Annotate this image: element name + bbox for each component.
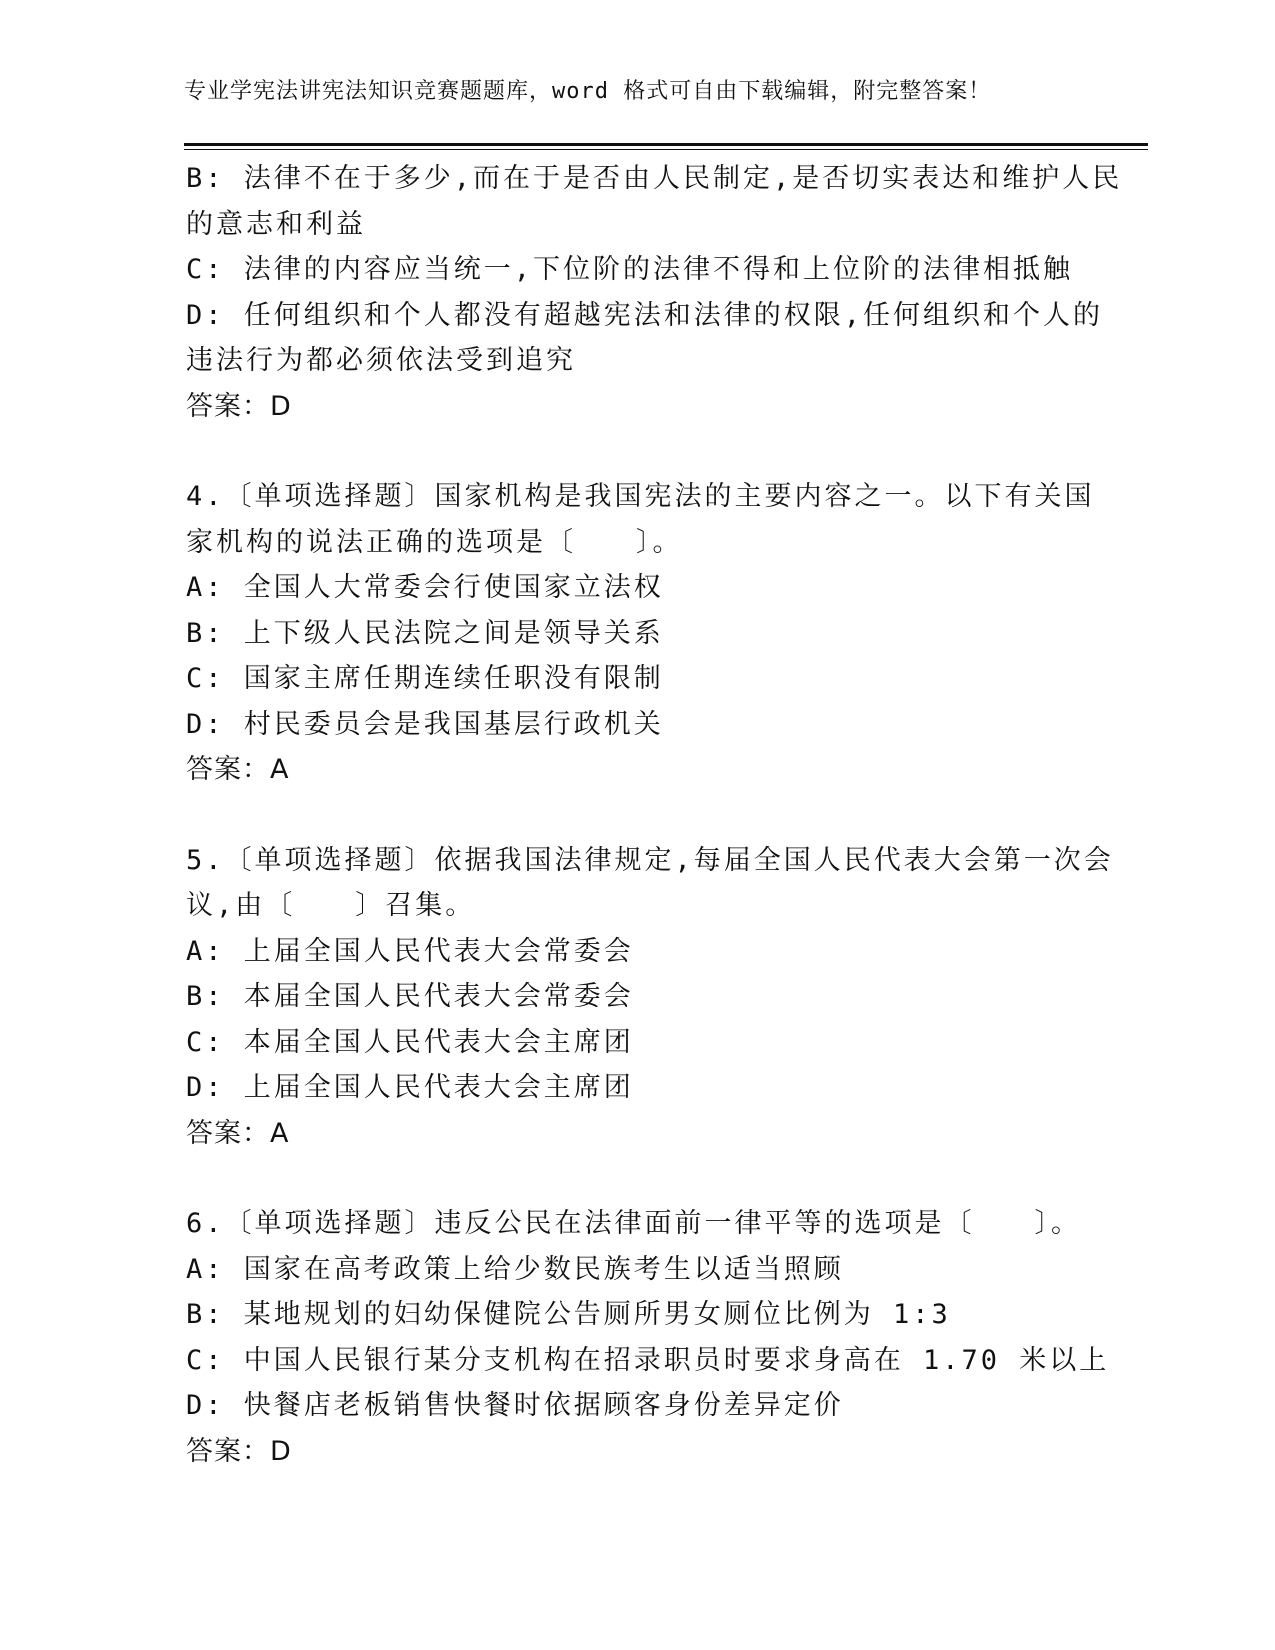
spacer [186, 1156, 1086, 1201]
option-a: A: 上届全国人民代表大会常委会 [186, 935, 634, 967]
question-stem-line-2: 议,由〔 〕召集。 [186, 890, 476, 921]
header-rule-thick [184, 143, 1148, 146]
question-5 [186, 838, 1114, 1157]
option-b: B: 本届全国人民代表大会常委会 [186, 981, 634, 1012]
option-c: C: 国家主席任期连续任职没有限制 [186, 663, 664, 694]
question-4 [186, 474, 1095, 793]
answer: 答案：A [186, 754, 290, 785]
page-header-title: 专业学宪法讲宪法知识竞赛题题库，word 格式可自由下载编辑，附完整答案！ [184, 79, 992, 104]
answer: 答案：D [186, 1435, 292, 1467]
option-c: C: 中国人民银行某分支机构在招录职员时要求身高在 1.70 米以上 [186, 1344, 1110, 1376]
question-6 [186, 1201, 1110, 1474]
option-d: D: 快餐店老板销售快餐时依据顾客身份差异定价 [186, 1390, 844, 1421]
option-c: C: 法律的内容应当统一,下位阶的法律不得和上位阶的法律相抵触 [186, 254, 1074, 285]
question-3-tail [186, 156, 1123, 429]
option-b: B: 某地规划的妇幼保健院公告厕所男女厕位比例为 1:3 [186, 1299, 951, 1330]
option-d: D: 村民委员会是我国基层行政机关 [186, 708, 664, 740]
option-b-line-2: 的意志和利益 [186, 208, 366, 240]
question-stem-line-1: 6.〔单项选择题〕违反公民在法律面前一律平等的选项是〔 〕。 [186, 1208, 1082, 1239]
question-stem-line-1: 4.〔单项选择题〕国家机构是我国宪法的主要内容之一。以下有关国 [186, 481, 1095, 512]
option-d-line-2: 违法行为都必须依法受到追究 [186, 345, 576, 376]
option-b-line-1: B: 法律不在于多少,而在于是否由人民制定,是否切实表达和维护人民 [186, 163, 1123, 194]
header-rule-thin [184, 149, 1148, 150]
option-a: A: 国家在高考政策上给少数民族考生以适当照顾 [186, 1253, 844, 1285]
answer: 答案：A [186, 1117, 290, 1149]
option-a: A: 全国人大常委会行使国家立法权 [186, 572, 664, 603]
question-stem-line-2: 家机构的说法正确的选项是〔 〕。 [186, 526, 683, 558]
option-b: B: 上下级人民法院之间是领导关系 [186, 617, 664, 649]
answer: 答案：D [186, 390, 292, 422]
question-stem-line-1: 5.〔单项选择题〕依据我国法律规定,每届全国人民代表大会第一次会 [186, 844, 1114, 876]
option-d-line-1: D: 任何组织和个人都没有超越宪法和法律的权限,任何组织和个人的 [186, 299, 1104, 331]
document-body [186, 156, 1123, 1474]
option-d: D: 上届全国人民代表大会主席团 [186, 1072, 634, 1103]
spacer [186, 429, 1086, 474]
spacer [186, 793, 1086, 838]
option-c: C: 本届全国人民代表大会主席团 [186, 1026, 634, 1058]
